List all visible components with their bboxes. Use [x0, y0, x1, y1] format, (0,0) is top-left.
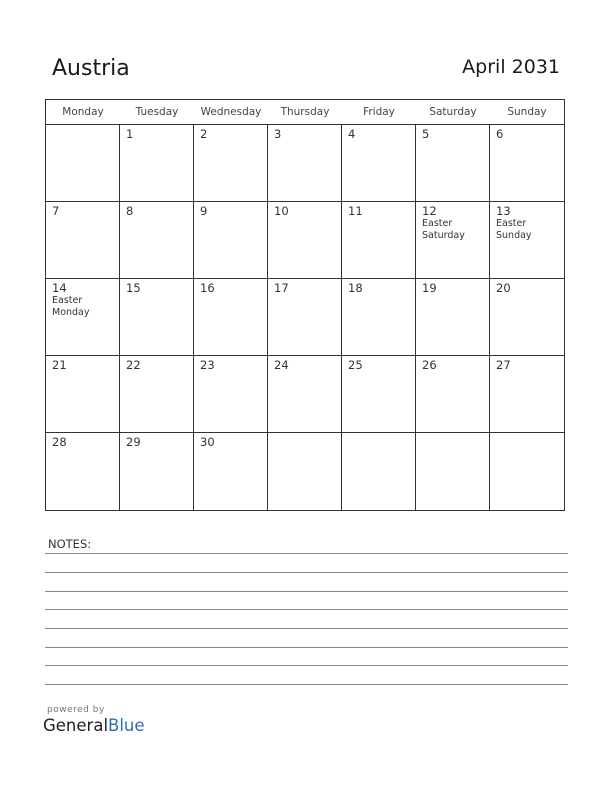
date-number: 5: [422, 127, 430, 141]
day-cell[interactable]: [342, 279, 416, 356]
note-line: [45, 572, 568, 573]
day-cell[interactable]: [416, 433, 490, 510]
date-number: 6: [496, 127, 504, 141]
calendar-weeks: [46, 125, 564, 510]
date-number: 13: [496, 204, 511, 218]
day-cell[interactable]: [342, 125, 416, 202]
date-number: 14: [52, 281, 67, 295]
day-cell[interactable]: [120, 202, 194, 279]
calendar-country-title: Austria: [52, 56, 130, 81]
date-number: 8: [126, 204, 134, 218]
day-cell[interactable]: [46, 356, 120, 433]
brand-general: General: [43, 716, 109, 735]
day-cell[interactable]: [120, 125, 194, 202]
date-number: 30: [200, 435, 215, 449]
date-number: 22: [126, 358, 141, 372]
day-cell[interactable]: [120, 279, 194, 356]
day-cell[interactable]: [490, 202, 564, 279]
day-cell[interactable]: [194, 279, 268, 356]
note-line: [45, 647, 568, 648]
date-number: 28: [52, 435, 67, 449]
weekday-header-row: [46, 100, 564, 125]
date-number: 1: [126, 127, 134, 141]
brand-blue: Blue: [108, 716, 145, 735]
day-cell[interactable]: [120, 356, 194, 433]
date-number: 25: [348, 358, 363, 372]
day-cell[interactable]: [268, 125, 342, 202]
day-cell[interactable]: [120, 433, 194, 510]
weekday-tuesday: Tuesday: [135, 106, 179, 118]
date-number: 27: [496, 358, 511, 372]
weekday-wednesday: Wednesday: [200, 106, 262, 118]
day-cell[interactable]: [194, 433, 268, 510]
generalblue-logo[interactable]: [43, 716, 145, 735]
holiday-label: Easter Sunday: [496, 218, 532, 241]
note-line: [45, 665, 568, 666]
powered-by-text: powered by: [47, 705, 105, 715]
weekday-friday: Friday: [363, 106, 395, 118]
note-line: [45, 628, 568, 629]
note-line: [45, 591, 568, 592]
date-number: 2: [200, 127, 208, 141]
day-cell[interactable]: [46, 433, 120, 510]
day-cell[interactable]: [194, 202, 268, 279]
date-number: 18: [348, 281, 363, 295]
note-line: [45, 553, 568, 554]
calendar-grid: [45, 99, 565, 511]
day-cell[interactable]: [268, 433, 342, 510]
day-cell[interactable]: [194, 356, 268, 433]
day-cell[interactable]: [416, 125, 490, 202]
holiday-label: Easter Saturday: [422, 218, 465, 241]
holiday-label: Easter Monday: [52, 295, 90, 318]
date-number: 7: [52, 204, 60, 218]
date-number: 9: [200, 204, 208, 218]
date-number: 3: [274, 127, 282, 141]
date-number: 24: [274, 358, 289, 372]
date-number: 10: [274, 204, 289, 218]
date-number: 16: [200, 281, 215, 295]
date-number: 20: [496, 281, 511, 295]
date-number: 23: [200, 358, 215, 372]
date-number: 11: [348, 204, 363, 218]
day-cell[interactable]: [490, 125, 564, 202]
weekday-thursday: Thursday: [280, 106, 330, 118]
date-number: 12: [422, 204, 437, 218]
date-number: 19: [422, 281, 437, 295]
day-cell[interactable]: [342, 356, 416, 433]
day-cell[interactable]: [194, 125, 268, 202]
day-cell[interactable]: [342, 202, 416, 279]
day-cell[interactable]: [416, 279, 490, 356]
date-number: 26: [422, 358, 437, 372]
date-number: 4: [348, 127, 356, 141]
day-cell[interactable]: [46, 202, 120, 279]
day-cell[interactable]: [490, 279, 564, 356]
date-number: 29: [126, 435, 141, 449]
note-line: [45, 684, 568, 685]
day-cell[interactable]: [342, 433, 416, 510]
weekday-saturday: Saturday: [429, 106, 477, 118]
day-cell[interactable]: [46, 125, 120, 202]
day-cell[interactable]: [268, 279, 342, 356]
notes-label: NOTES:: [48, 537, 92, 551]
date-number: 17: [274, 281, 289, 295]
date-number: 21: [52, 358, 67, 372]
day-cell[interactable]: [268, 202, 342, 279]
day-cell[interactable]: [268, 356, 342, 433]
day-cell[interactable]: [490, 356, 564, 433]
date-number: 15: [126, 281, 141, 295]
calendar-month-title: April 2031: [462, 56, 560, 78]
day-cell[interactable]: [490, 433, 564, 510]
weekday-sunday: Sunday: [507, 106, 547, 118]
weekday-monday: Monday: [62, 106, 104, 118]
day-cell[interactable]: [46, 279, 120, 356]
note-line: [45, 609, 568, 610]
day-cell[interactable]: [416, 356, 490, 433]
day-cell[interactable]: [416, 202, 490, 279]
